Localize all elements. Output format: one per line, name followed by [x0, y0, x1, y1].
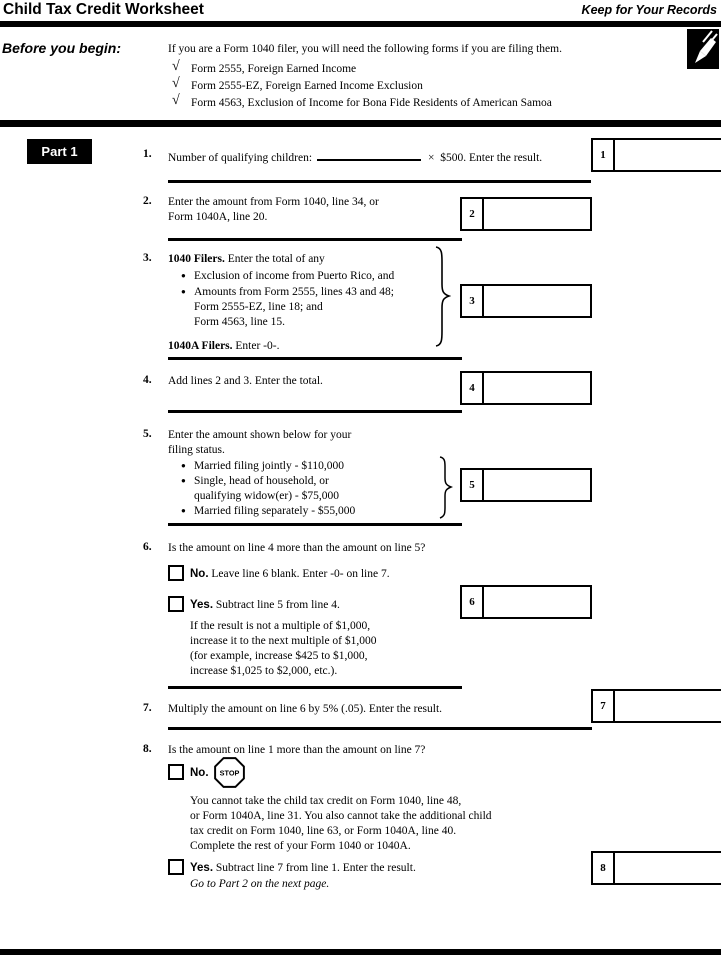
intro-lead-text: If you are a Form 1040 filer, you will need the following forms if you are filing them.	[168, 43, 562, 55]
line6-note-row: (for example, increase $425 to $1,000,	[190, 650, 368, 662]
line6-no-checkbox[interactable]	[168, 565, 184, 581]
line6-question: Is the amount on line 4 more than the amount on line 5?	[168, 542, 426, 554]
line6-note-row: increase it to the next multiple of $1,000	[190, 635, 377, 647]
line2-amount-box	[460, 197, 592, 231]
line3-amount-box	[460, 284, 592, 318]
qualifying-children-blank[interactable]	[317, 148, 421, 161]
line8-box-number: 8	[593, 853, 615, 883]
line4-text: Add lines 2 and 3. Enter the total.	[168, 375, 323, 387]
rule-line3	[168, 357, 462, 360]
line5-bullet2-row: Single, head of household, or	[194, 475, 329, 487]
line5-bullet1: Married filing jointly - $110,000	[194, 460, 345, 472]
line7-number: 7.	[143, 702, 152, 714]
line3-lead-bold: 1040 Filers.	[168, 253, 225, 265]
line2-box-number: 2	[462, 199, 484, 229]
keep-for-records-note: Keep for Your Records	[581, 3, 717, 17]
line8-no-para-row: tax credit on Form 1040, line 63, or Form 1040A, line 40.	[190, 825, 457, 837]
line3-tail	[168, 339, 279, 353]
stop-icon	[212, 755, 247, 790]
line8-number: 8.	[143, 743, 152, 755]
line5-amount-box	[460, 468, 592, 502]
line8-goto-note: Go to Part 2 on the next page.	[190, 878, 330, 890]
line8-no-label: No.	[190, 767, 209, 779]
line5-bullet2-row: qualifying widow(er) - $75,000	[194, 490, 339, 502]
bullet-icon: ●	[181, 506, 186, 515]
rule-line1	[168, 180, 591, 183]
rule-line2	[168, 238, 462, 241]
line7-amount-field[interactable]	[615, 691, 721, 721]
page-title: Child Tax Credit Worksheet	[3, 1, 204, 18]
line6-yes-label: Yes.	[190, 599, 214, 611]
line6-yes-checkbox[interactable]	[168, 596, 184, 612]
line3-bullet2-row: Amounts from Form 2555, lines 43 and 48;	[194, 286, 394, 298]
line2-amount-field[interactable]	[484, 199, 590, 229]
line6-no-rest: Leave line 6 blank. Enter -0- on line 7.	[208, 568, 390, 580]
line3-lead	[168, 252, 325, 266]
rule-line7	[168, 727, 592, 730]
intro-item: Form 2555-EZ, Foreign Earned Income Exclusion	[191, 80, 423, 92]
line3-box-number: 3	[462, 286, 484, 316]
line8-no-para-row: Complete the rest of your Form 1040 or 1040A.	[190, 840, 411, 852]
line1-amount-field[interactable]	[615, 140, 721, 170]
line8-amount-field[interactable]	[615, 853, 721, 883]
line5-bullet3: Married filing separately - $55,000	[194, 505, 356, 517]
rule-line4	[168, 410, 462, 413]
line6-note-row: increase $1,025 to $2,000, etc.).	[190, 665, 338, 677]
line3-bullet2-row: Form 4563, line 15.	[194, 316, 286, 328]
bullet-icon: ●	[181, 287, 186, 296]
line8-yes-rest: Subtract line 7 from line 1. Enter the result.	[213, 862, 416, 874]
line7-box-number: 7	[593, 691, 615, 721]
line4-number: 4.	[143, 374, 152, 386]
line8-no-para-row: You cannot take the child tax credit on Form 1040, line 48,	[190, 795, 462, 807]
pencil-icon	[687, 29, 719, 69]
line8-no-para-row: or Form 1040A, line 31. You also cannot take the additional child	[190, 810, 492, 822]
check-icon: √	[172, 76, 180, 91]
line6-box-number: 6	[462, 587, 484, 617]
check-icon: √	[172, 93, 180, 108]
line5-text-row: Enter the amount shown below for your	[168, 429, 352, 441]
line5-text-row: filing status.	[168, 444, 225, 456]
line6-yes-text	[190, 598, 340, 612]
line3-tail-bold: 1040A Filers.	[168, 340, 233, 352]
line7-amount-box	[591, 689, 721, 723]
line2-text-row: Form 1040A, line 20.	[168, 211, 268, 223]
intro-item: Form 4563, Exclusion of Income for Bona Fide Residents of American Samoa	[191, 97, 552, 109]
line3-bullet2-row: Form 2555-EZ, line 18; and	[194, 301, 323, 313]
line4-amount-box	[460, 371, 592, 405]
line7-text: Multiply the amount on line 6 by 5% (.05). Enter the result.	[168, 703, 443, 715]
line3-bullet1: Exclusion of income from Puerto Rico, and	[194, 270, 395, 282]
line1-amount-box	[591, 138, 721, 172]
line8-question: Is the amount on line 1 more than the amount on line 7?	[168, 744, 426, 756]
line6-no-text	[190, 567, 390, 581]
line1-box-number: 1	[593, 140, 615, 170]
stop-icon-label: STOP	[219, 768, 240, 778]
line5-box-number: 5	[462, 470, 484, 500]
check-icon: √	[172, 59, 180, 74]
line8-yes-checkbox[interactable]	[168, 859, 184, 875]
footer-divider	[0, 949, 721, 955]
before-you-begin-label: Before you begin:	[2, 40, 122, 56]
rule-line5	[168, 523, 462, 526]
line6-no-label: No.	[190, 568, 209, 580]
line8-amount-box	[591, 851, 721, 885]
line6-yes-rest: Subtract line 5 from line 4.	[213, 599, 340, 611]
line3-lead-rest: Enter the total of any	[224, 253, 325, 265]
line1-number: 1.	[143, 148, 152, 160]
line6-amount-box	[460, 585, 592, 619]
line8-yes-text	[190, 861, 416, 875]
line6-note-row: If the result is not a multiple of $1,000,	[190, 620, 371, 632]
line6-number: 6.	[143, 541, 152, 553]
line4-amount-field[interactable]	[484, 373, 590, 403]
rule-line6	[168, 686, 462, 689]
brace-line3	[433, 246, 451, 347]
section-divider	[0, 120, 721, 127]
line8-no-checkbox[interactable]	[168, 764, 184, 780]
brace-line5	[437, 456, 453, 519]
line2-text-row: Enter the amount from Form 1040, line 34, or	[168, 196, 379, 208]
part1-badge: Part 1	[27, 139, 92, 164]
line1-text-after: $500. Enter the result.	[440, 152, 543, 164]
bullet-icon: ●	[181, 461, 186, 470]
line3-amount-field[interactable]	[484, 286, 590, 316]
multiply-sign: ×	[428, 152, 435, 164]
bullet-icon: ●	[181, 271, 186, 280]
line4-box-number: 4	[462, 373, 484, 403]
line6-amount-field[interactable]	[484, 587, 590, 617]
intro-item: Form 2555, Foreign Earned Income	[191, 63, 357, 75]
bullet-icon: ●	[181, 476, 186, 485]
line2-number: 2.	[143, 195, 152, 207]
line8-yes-label: Yes.	[190, 862, 214, 874]
line3-tail-rest: Enter -0-.	[232, 340, 280, 352]
header-divider	[0, 21, 721, 27]
line1-text-before: Number of qualifying children:	[168, 152, 313, 164]
line1-text	[168, 148, 542, 165]
line5-number: 5.	[143, 428, 152, 440]
line3-number: 3.	[143, 252, 152, 264]
line5-amount-field[interactable]	[484, 470, 590, 500]
